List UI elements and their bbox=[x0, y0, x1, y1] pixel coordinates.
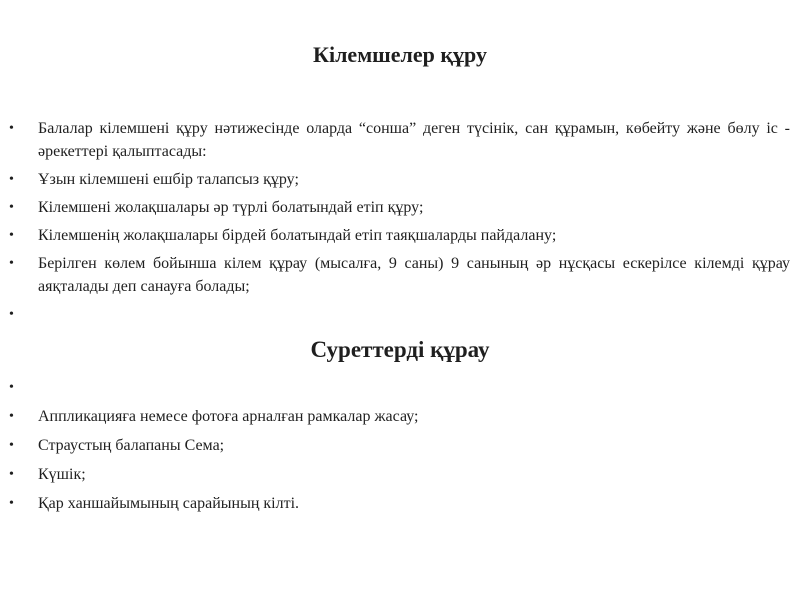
list-item-text: Кілемшені жолақшалары әр түрлі болатындай етіп құру; bbox=[38, 199, 424, 216]
list-item-empty bbox=[0, 376, 790, 399]
list-item bbox=[0, 117, 790, 163]
bullet-icon: • bbox=[9, 121, 14, 136]
list-item-empty bbox=[0, 303, 790, 326]
list-item bbox=[0, 224, 790, 247]
bullet-icon: • bbox=[9, 228, 14, 243]
list-item-text: Ұзын кілемшені ешбір талапсыз құру; bbox=[38, 171, 299, 188]
list-item bbox=[0, 405, 790, 428]
bullet-icon: • bbox=[9, 496, 14, 511]
bullet-icon: • bbox=[9, 438, 14, 453]
list-item-text: Балалар кілемшені құру нәтижесінде оларда “сонша” деген түсінік, сан құрамын, көбейту және бөлу іс - әрекеттері қалыптасады: bbox=[38, 120, 790, 160]
list-item bbox=[0, 252, 790, 298]
bullet-icon: • bbox=[9, 409, 14, 424]
bullet-icon: • bbox=[9, 307, 14, 322]
list-item-text: Аппликацияға немесе фотоға арналған рамкалар жасау; bbox=[38, 408, 419, 425]
bullet-icon: • bbox=[9, 256, 14, 271]
list-item bbox=[0, 434, 790, 457]
bullet-icon: • bbox=[9, 467, 14, 482]
section1-list bbox=[0, 117, 790, 331]
list-item-text: Берілген көлем бойынша кілем құрау (мысалға, 9 саны) 9 санының әр нұсқасы ескерілсе кілемді құрау аяқталады деп санауға болады; bbox=[38, 255, 790, 295]
bullet-icon: • bbox=[9, 172, 14, 187]
list-item-text: Қар ханшайымының сарайының кілті. bbox=[38, 495, 300, 512]
list-item bbox=[0, 492, 790, 515]
section1-title: Кілемшелер құру bbox=[313, 42, 487, 67]
list-item-text: Күшік; bbox=[38, 466, 86, 483]
list-item bbox=[0, 168, 790, 191]
section2-list bbox=[0, 376, 790, 521]
bullet-icon: • bbox=[9, 380, 14, 395]
bullet-icon: • bbox=[9, 200, 14, 215]
list-item bbox=[0, 196, 790, 219]
list-item bbox=[0, 463, 790, 486]
section2-title: Суреттерді құрау bbox=[310, 337, 490, 362]
list-item-text: Кілемшенің жолақшалары бірдей болатындай етіп таяқшаларды пайдалану; bbox=[38, 227, 557, 244]
list-item-text: Страустың балапаны Сема; bbox=[38, 437, 225, 454]
